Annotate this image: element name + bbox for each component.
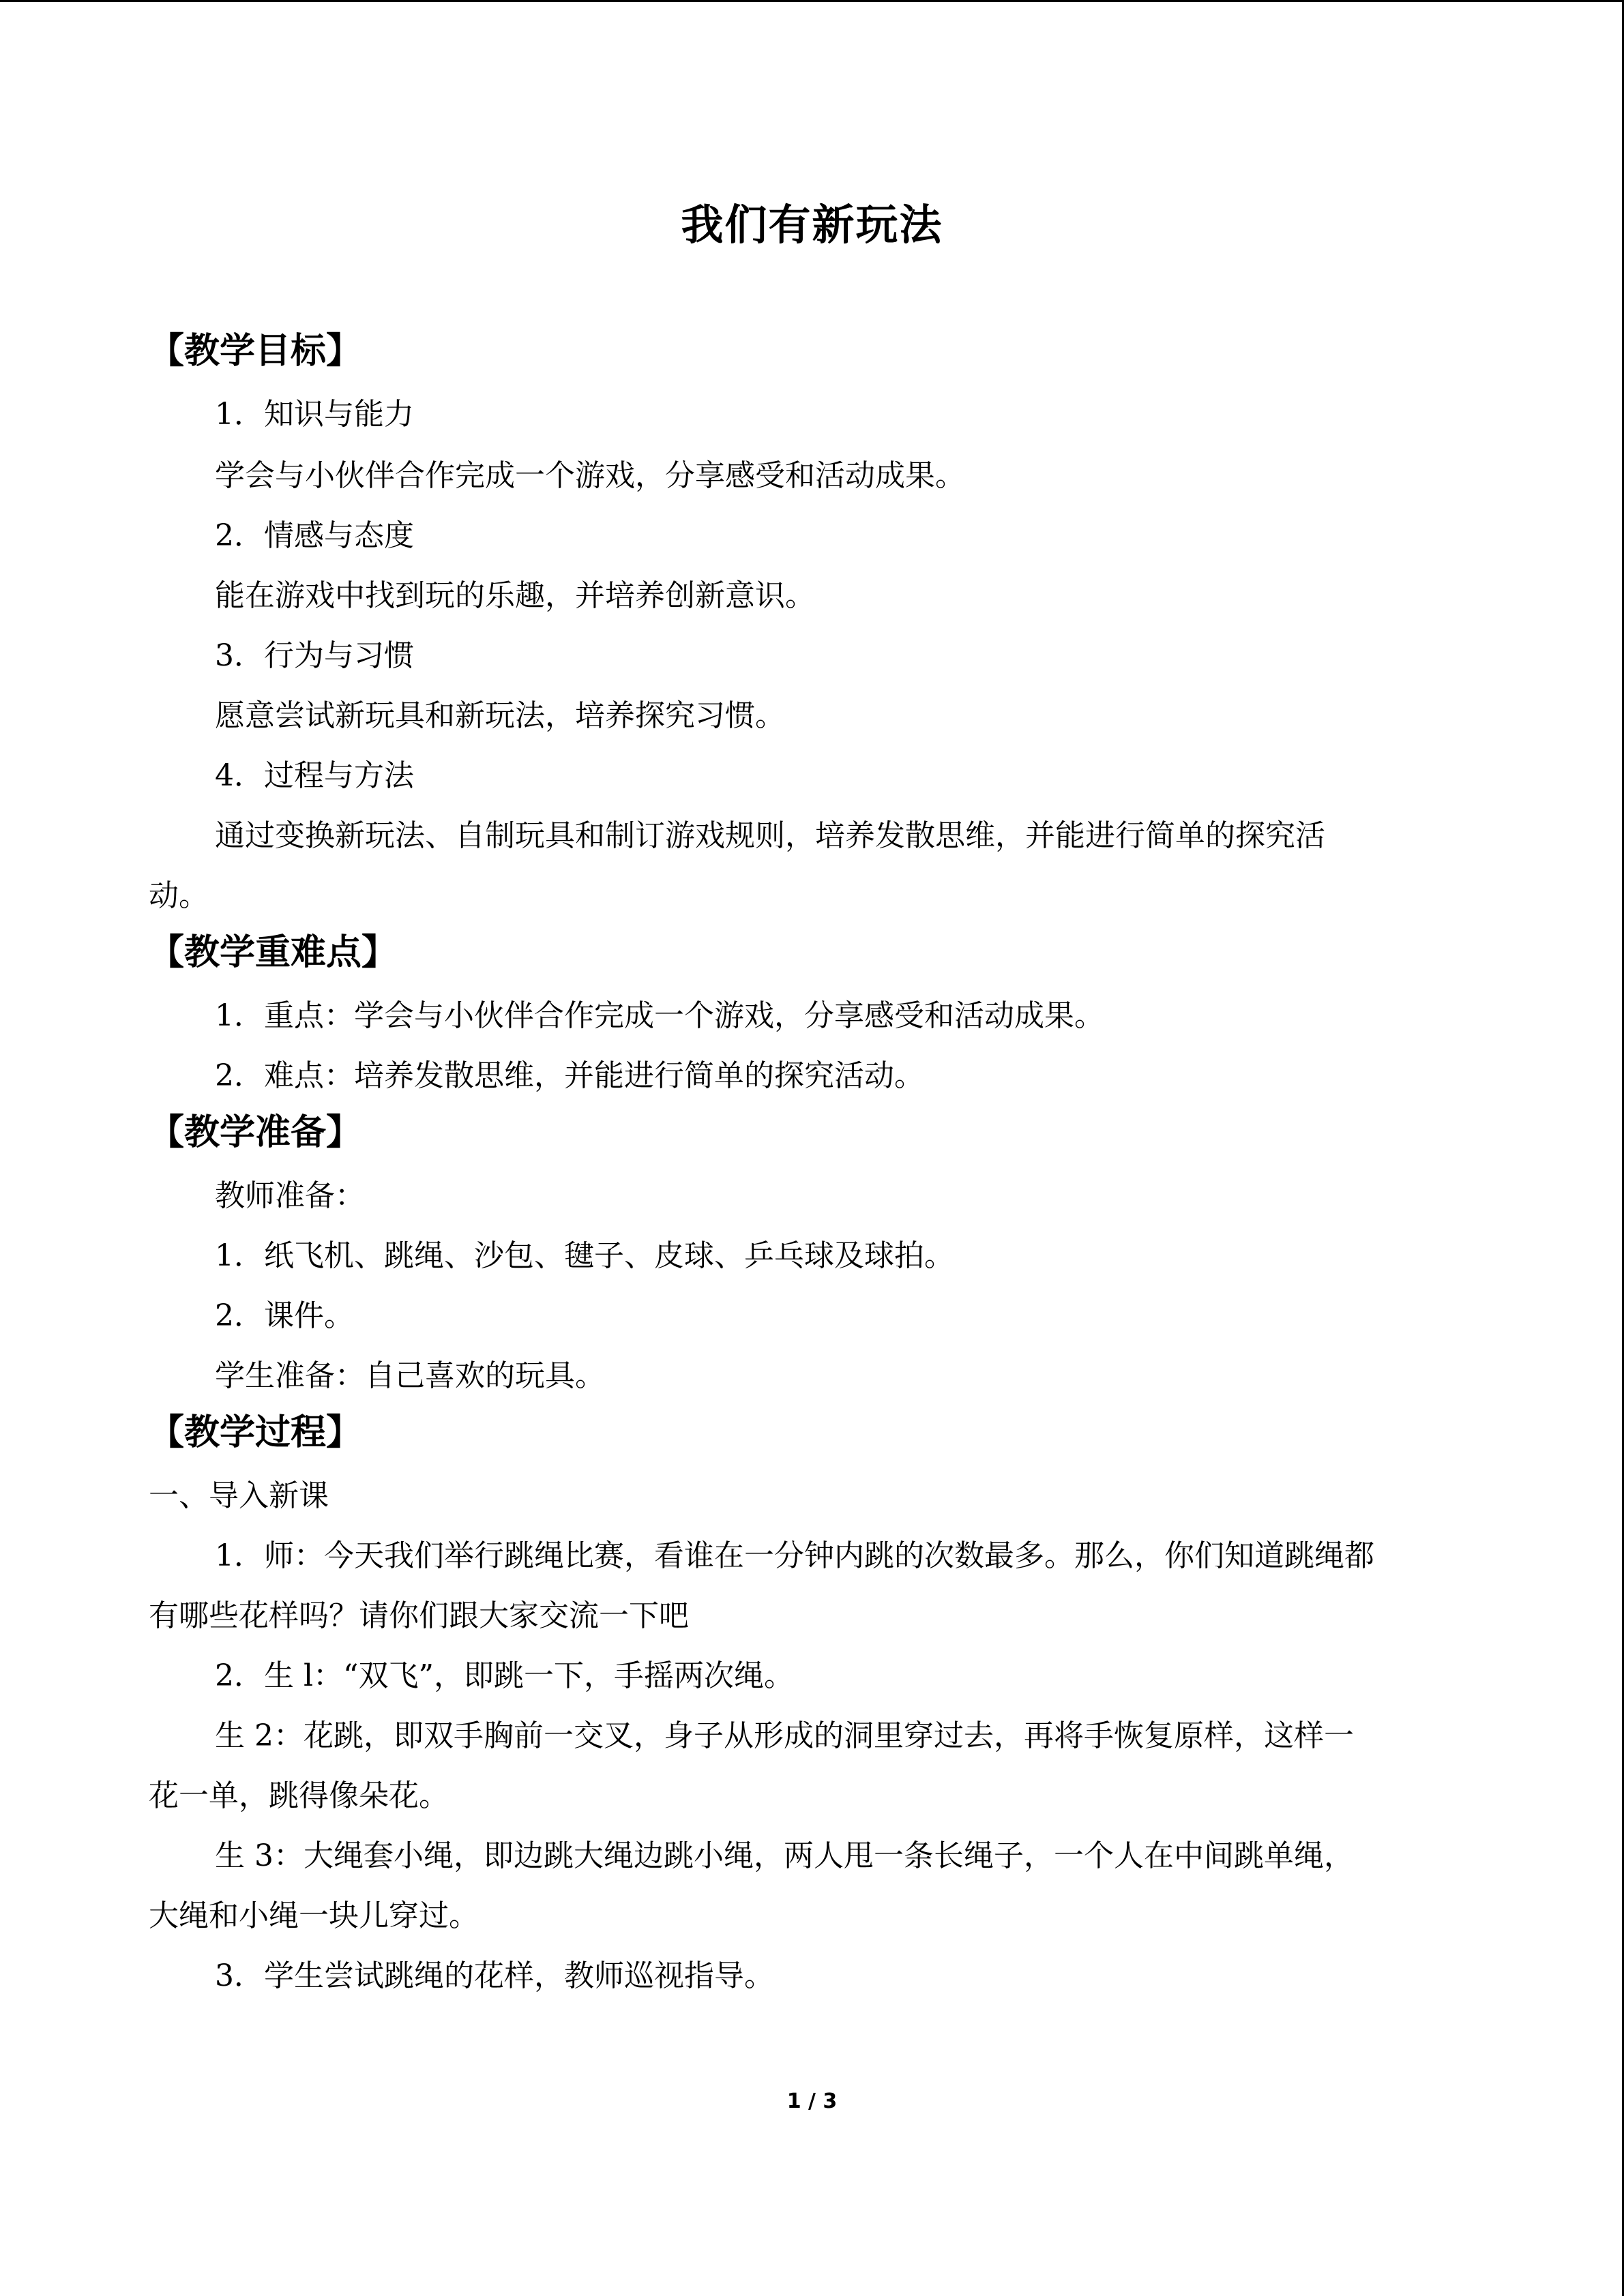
student-preparation: 学生准备：自己喜欢的玩具。 — [215, 1358, 605, 1393]
objective-2-title: 2．情感与态度 — [215, 518, 414, 553]
process-heading: 【教学过程】 — [149, 1412, 362, 1453]
key-point-2: 2．难点：培养发散思维，并能进行简单的探究活动。 — [215, 1058, 924, 1093]
document-title: 我们有新玩法 — [681, 200, 943, 250]
process-step-1-line2: 有哪些花样吗？请你们跟大家交流一下吧 — [149, 1598, 689, 1633]
page-number: 1 / 3 — [786, 2089, 838, 2113]
objective-1-text: 学会与小伙伴合作完成一个游戏，分享感受和活动成果。 — [215, 458, 965, 493]
preparation-heading: 【教学准备】 — [149, 1112, 362, 1153]
objective-3-text: 愿意尝试新玩具和新玩法，培养探究习惯。 — [215, 698, 785, 733]
process-step-3: 3．学生尝试跳绳的花样，教师巡视指导。 — [215, 1958, 774, 1993]
key-point-1: 1．重点：学会与小伙伴合作完成一个游戏，分享感受和活动成果。 — [215, 998, 1104, 1033]
objective-1-title: 1．知识与能力 — [215, 397, 414, 432]
process-part-1-title: 一、导入新课 — [149, 1478, 329, 1513]
objectives-heading: 【教学目标】 — [149, 331, 362, 372]
key-points-heading: 【教学重难点】 — [149, 932, 398, 973]
objective-4-title: 4．过程与方法 — [215, 758, 414, 793]
objective-4-text-line2: 动。 — [149, 878, 209, 913]
objective-3-title: 3．行为与习惯 — [215, 638, 414, 673]
process-step-1-line1: 1．师：今天我们举行跳绳比赛，看谁在一分钟内跳的次数最多。那么，你们知道跳绳都 — [215, 1538, 1374, 1573]
objective-2-text: 能在游戏中找到玩的乐趣，并培养创新意识。 — [215, 578, 815, 613]
teacher-preparation-item-1: 1．纸飞机、跳绳、沙包、毽子、皮球、乒乓球及球拍。 — [215, 1238, 954, 1273]
teacher-preparation-label: 教师准备： — [215, 1178, 365, 1213]
page-border-top — [0, 0, 1624, 2]
teacher-preparation-item-2: 2．课件。 — [215, 1298, 354, 1333]
student-2-line2: 花一单，跳得像朵花。 — [149, 1778, 449, 1813]
process-step-2-line1: 2．生 l：“双飞”，即跳一下，手摇两次绳。 — [215, 1658, 795, 1693]
student-3-line1: 生 3：大绳套小绳，即边跳大绳边跳小绳，两人甩一条长绳子，一个人在中间跳单绳， — [215, 1838, 1354, 1873]
student-2-line1: 生 2：花跳，即双手胸前一交叉，身子从形成的洞里穿过去，再将手恢复原样，这样一 — [215, 1718, 1354, 1753]
student-3-line2: 大绳和小绳一块儿穿过。 — [149, 1898, 479, 1933]
objective-4-text-line1: 通过变换新玩法、自制玩具和制订游戏规则，培养发散思维，并能进行简单的探究活 — [215, 818, 1325, 853]
